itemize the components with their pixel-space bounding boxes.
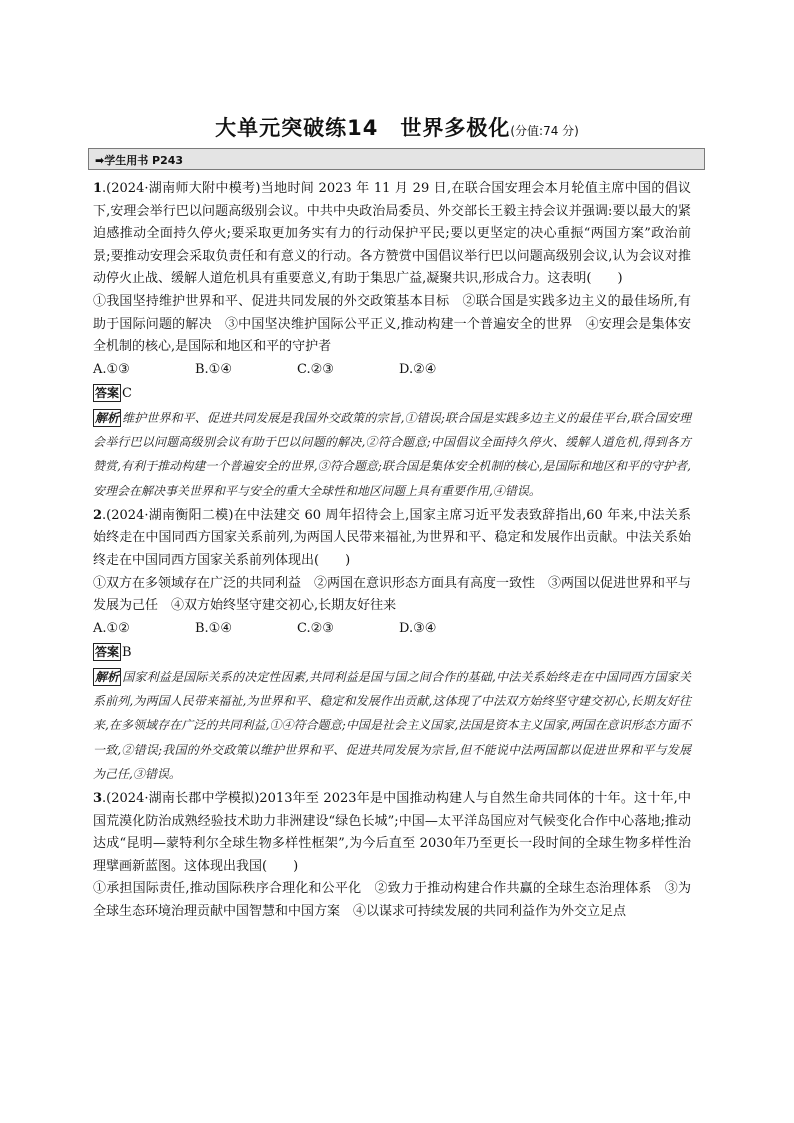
student-book-label: ➡学生用书 P243 [95,154,184,167]
question-options: ①双方在多领域存在广泛的共同利益 ②两国在意识形态方面具有高度一致性 ③两国以促进世界和平与发展为己任 ④双方始终坚守建交初心,长期友好往来 [93,575,692,614]
answer-tag: 答案 [95,386,120,401]
explanation-tag: 解析 [95,669,120,684]
answer-value: C [122,386,132,402]
question-2 [93,505,691,786]
choice-a: A.①② [93,620,130,636]
question-1 [93,178,691,503]
title-score: (分值:74 分) [510,124,579,138]
question-number: 2 [93,507,103,523]
choice-c: C.②③ [297,620,334,636]
answer-tag: 答案 [95,645,120,660]
title-main: 大单元突破练14 世界多极化 [215,116,511,140]
question-options: ①我国坚持维护世界和平、促进共同发展的外交政策基本目标 ②联合国是实践多边主义的最佳场所,有助于国际问题的解决 ③中国坚决维护国际公平正义,推动构建一个普遍安全的世界 ④安理会是集体安全机制的核心,是国际和地区和平的守护者 [93,293,691,355]
student-book-bar [88,148,705,170]
question-options: ①承担国际责任,推动国际秩序合理化和公平化 ②致力于推动构建合作共赢的全球生态治理体系 ③为全球生态环境治理贡献中国智慧和中国方案 ④以谋求可持续发展的共同利益作为外交立足点 [93,881,691,919]
question-number: 3 [93,790,103,806]
choice-d: D.②④ [399,361,437,377]
answer-line [93,383,691,406]
choice-d: D.③④ [399,620,437,636]
choice-b: B.①④ [195,361,232,377]
explanation-text: 维护世界和平、促进共同发展是我国外交政策的宗旨,①错误;联合国是实践多边主义的最佳平台,联合国安理会举行巴以问题高级别会议有助于巴以问题的解决,②符合题意;中国倡议全面持久停火、缓解人道危机,得到各方赞赏,有利于推动构建一个普遍安全的世界,③符合题意;联合国是集体安全机制的核心,是国际和地区和平的守护者,安理会在解决事关世界和平与安全的重大全球性和地区问题上具有重要作用,④错误。 [93,410,691,498]
explanation [93,406,691,503]
choice-row [93,618,691,641]
question-stem: .(2024·湖南衡阳二模)在中法建交 60 周年招待会上,国家主席习近平发表致辞指出,60 年来,中法关系始终走在中国同西方国家关系前列,为两国人民带来福祉,为世界和平、稳定和发展作出贡献。中法关系始终走在中国同西方国家关系前列体现出( ) [93,507,691,568]
question-stem: .(2024·湖南师大附中模考)当地时间 2023 年 11 月 29 日,在联合国安理会本月轮值主席中国的倡议下,安理会举行巴以问题高级别会议。中共中央政治局委员、外交部长王毅主持会议并强调:要以最大的紧迫感推动全面持久停火;要采取更加务实有力的行动保护平民;要以更坚定的决心重振“两国方案”政治前景;要推动安理会采取负责任和有意义的行动。各方赞赏中国倡议举行巴以问题高级别会议,认为会议对推动停火止战、缓解人道危机具有重要意义,有助于集思广益,凝聚共识,形成合力。这表明( ) [93,181,691,287]
explanation-text: 国家利益是国际关系的决定性因素,共同利益是国与国之间合作的基础,中法关系始终走在中国同西方国家关系前列,为两国人民带来福祉,为世界和平、稳定和发展作出贡献,这体现了中法双方始终坚守建交初心,长期友好往来,在多领域存在广泛的共同利益,①④符合题意;中国是社会主义国家,法国是资本主义国家,两国在意识形态方面不一致,②错误;我国的外交政策以维护世界和平、促进共同发展为宗旨,但不能说中法两国都以促进世界和平与发展为己任,③错误。 [93,669,691,781]
choice-row [93,359,691,382]
question-number: 1 [93,181,103,196]
answer-value: B [122,645,132,661]
page-title [0,112,794,142]
choice-b: B.①④ [195,620,232,636]
question-3 [93,788,691,924]
explanation-tag: 解析 [95,410,120,425]
explanation [93,665,691,786]
question-list [93,178,691,923]
choice-c: C.②③ [297,361,334,377]
question-stem: .(2024·湖南长郡中学模拟)2013年至 2023年是中国推动构建人与自然生命共同体的十年。这十年,中国荒漠化防治成熟经验技术助力非洲建设“绿色长城”;中国—太平洋岛国应对气候变化合作中心落地;推动达成“昆明—蒙特利尔全球生物多样性框架”,为今后直至 2030年乃至更长一段时间的全球生物多样性治理擘画新蓝图。这体现出我国( ) [93,790,691,874]
choice-a: A.①③ [93,361,130,377]
answer-line [93,642,691,665]
